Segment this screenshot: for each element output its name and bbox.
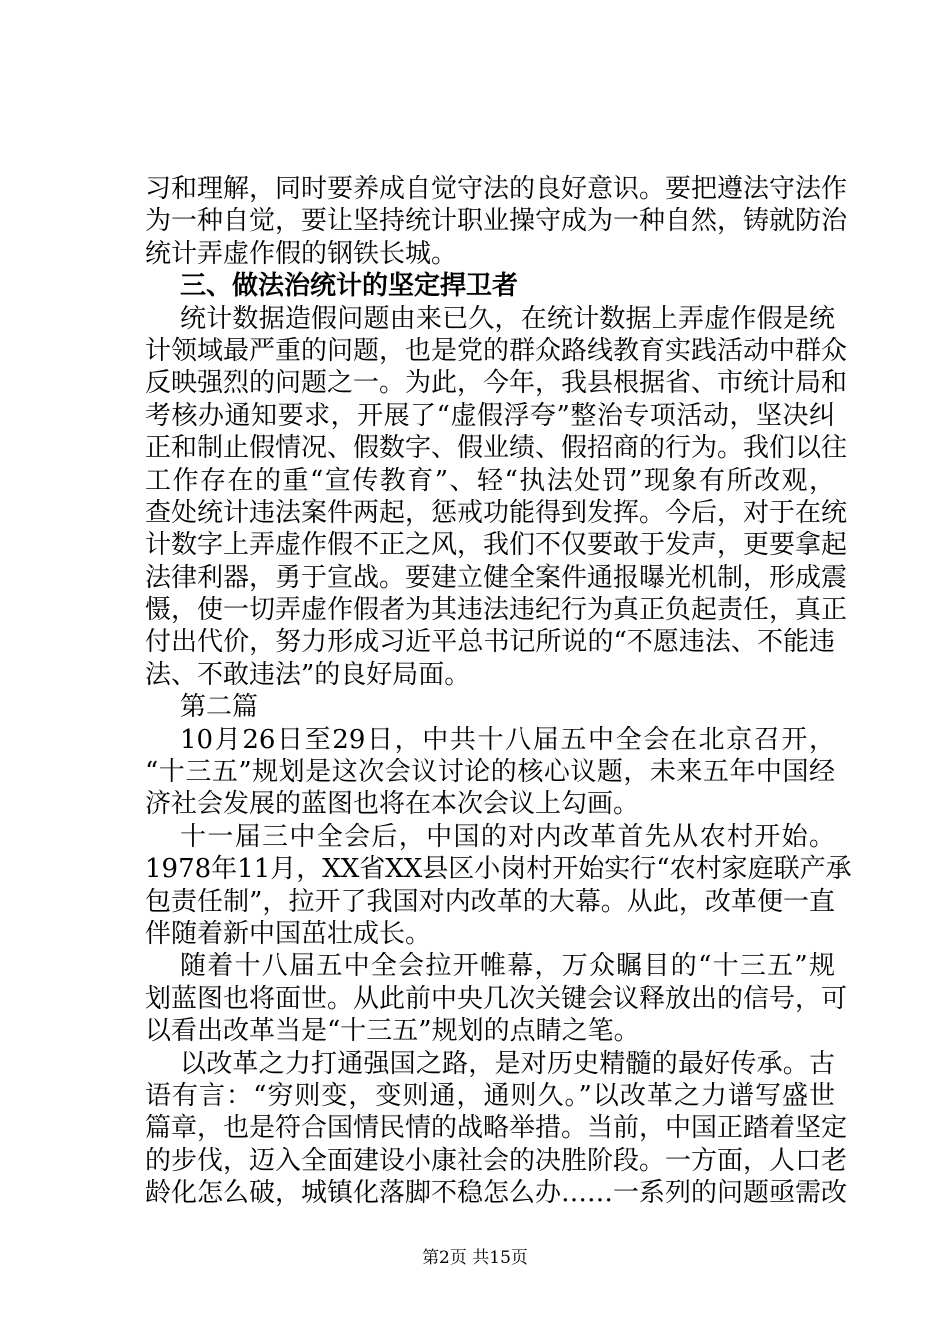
section-heading: 三、做法治统计的坚定捍卫者 [180, 271, 519, 302]
text-line: 篇章，也是符合国情民情的战略举措。当前，中国正踏着坚定 [145, 1113, 848, 1144]
text-line: 包责任制”，拉开了我国对内改革的大幕。从此，改革便一直 [145, 886, 835, 917]
text-line: 统计弄虚作假的钢铁长城。 [145, 238, 458, 269]
text-line: 随着十八届五中全会拉开帷幕，万众瞩目的“十三五”规 [180, 951, 835, 982]
text-line: 考核办通知要求，开展了“虚假浮夸”整治专项活动，坚决纠 [145, 400, 835, 431]
text-line: 工作存在的重“宣传教育”、轻“执法处罚”现象有所改观， [145, 465, 835, 496]
text-line: 计数字上弄虚作假不正之风，我们不仅要敢于发声，更要拿起 [145, 530, 848, 561]
text-line: 统计数据造假问题由来已久，在统计数据上弄虚作假是统 [180, 303, 835, 334]
text-line: 语有言：“穷则变，变则通，通则久。”以改革之力谱写盛世 [145, 1080, 835, 1111]
text-line: 的步伐，迈入全面建设小康社会的决胜阶段。一方面，人口老 [145, 1145, 848, 1176]
text-line: 法、不敢违法”的良好局面。 [145, 659, 471, 690]
text-line: 查处统计违法案件两起，惩戒功能得到发挥。今后，对于在统 [145, 497, 848, 528]
text-line: 划蓝图也将面世。从此前中央几次关键会议释放出的信号，可 [145, 983, 848, 1014]
text-line: 1978年11月，XX省XX县区小岗村开始实行“农村家庭联产承 [145, 854, 852, 885]
text-line: 习和理解，同时要养成自觉守法的良好意识。要把遵法守法作 [145, 174, 848, 204]
text-line: 付出代价，努力形成习近平总书记所说的“不愿违法、不能违 [145, 627, 835, 658]
text-line: 法律利器，勇于宣战。要建立健全案件通报曝光机制，形成震 [145, 562, 848, 593]
text-line: 十一届三中全会后，中国的对内改革首先从农村开始。 [180, 821, 835, 852]
text-line: 以看出改革当是“十三五”规划的点睛之笔。 [145, 1016, 640, 1047]
text-line: 10月26日至29日，中共十八届五中全会在北京召开， [180, 724, 835, 755]
page-footer: 第2页 共15页 [422, 1248, 528, 1268]
text-line: 计领域最严重的问题，也是党的群众路线教育实践活动中群众 [145, 335, 848, 366]
text-line: 以改革之力打通强国之路，是对历史精髓的最好传承。古 [180, 1048, 835, 1079]
text-line: 慑，使一切弄虚作假者为其违法违纪行为真正负起责任，真正 [145, 595, 848, 626]
text-line: “十三五”规划是这次会议讨论的核心议题，未来五年中国经 [145, 757, 835, 788]
text-line: 济社会发展的蓝图也将在本次会议上勾画。 [145, 789, 640, 820]
text-line: 龄化怎么破，城镇化落脚不稳怎么办……一系列的问题亟需改 [145, 1178, 848, 1209]
document-body [145, 173, 852, 1210]
text-line: 正和制止假情况、假数字、假业绩、假招商的行为。我们以往 [145, 433, 848, 464]
text-line: 为一种自觉，要让坚持统计职业操守成为一种自然，铸就防治 [145, 206, 848, 237]
text-line: 第二篇 [180, 692, 259, 723]
text-line: 反映强烈的问题之一。为此，今年，我县根据省、市统计局和 [145, 368, 848, 399]
text-line: 伴随着新中国茁壮成长。 [145, 918, 432, 949]
